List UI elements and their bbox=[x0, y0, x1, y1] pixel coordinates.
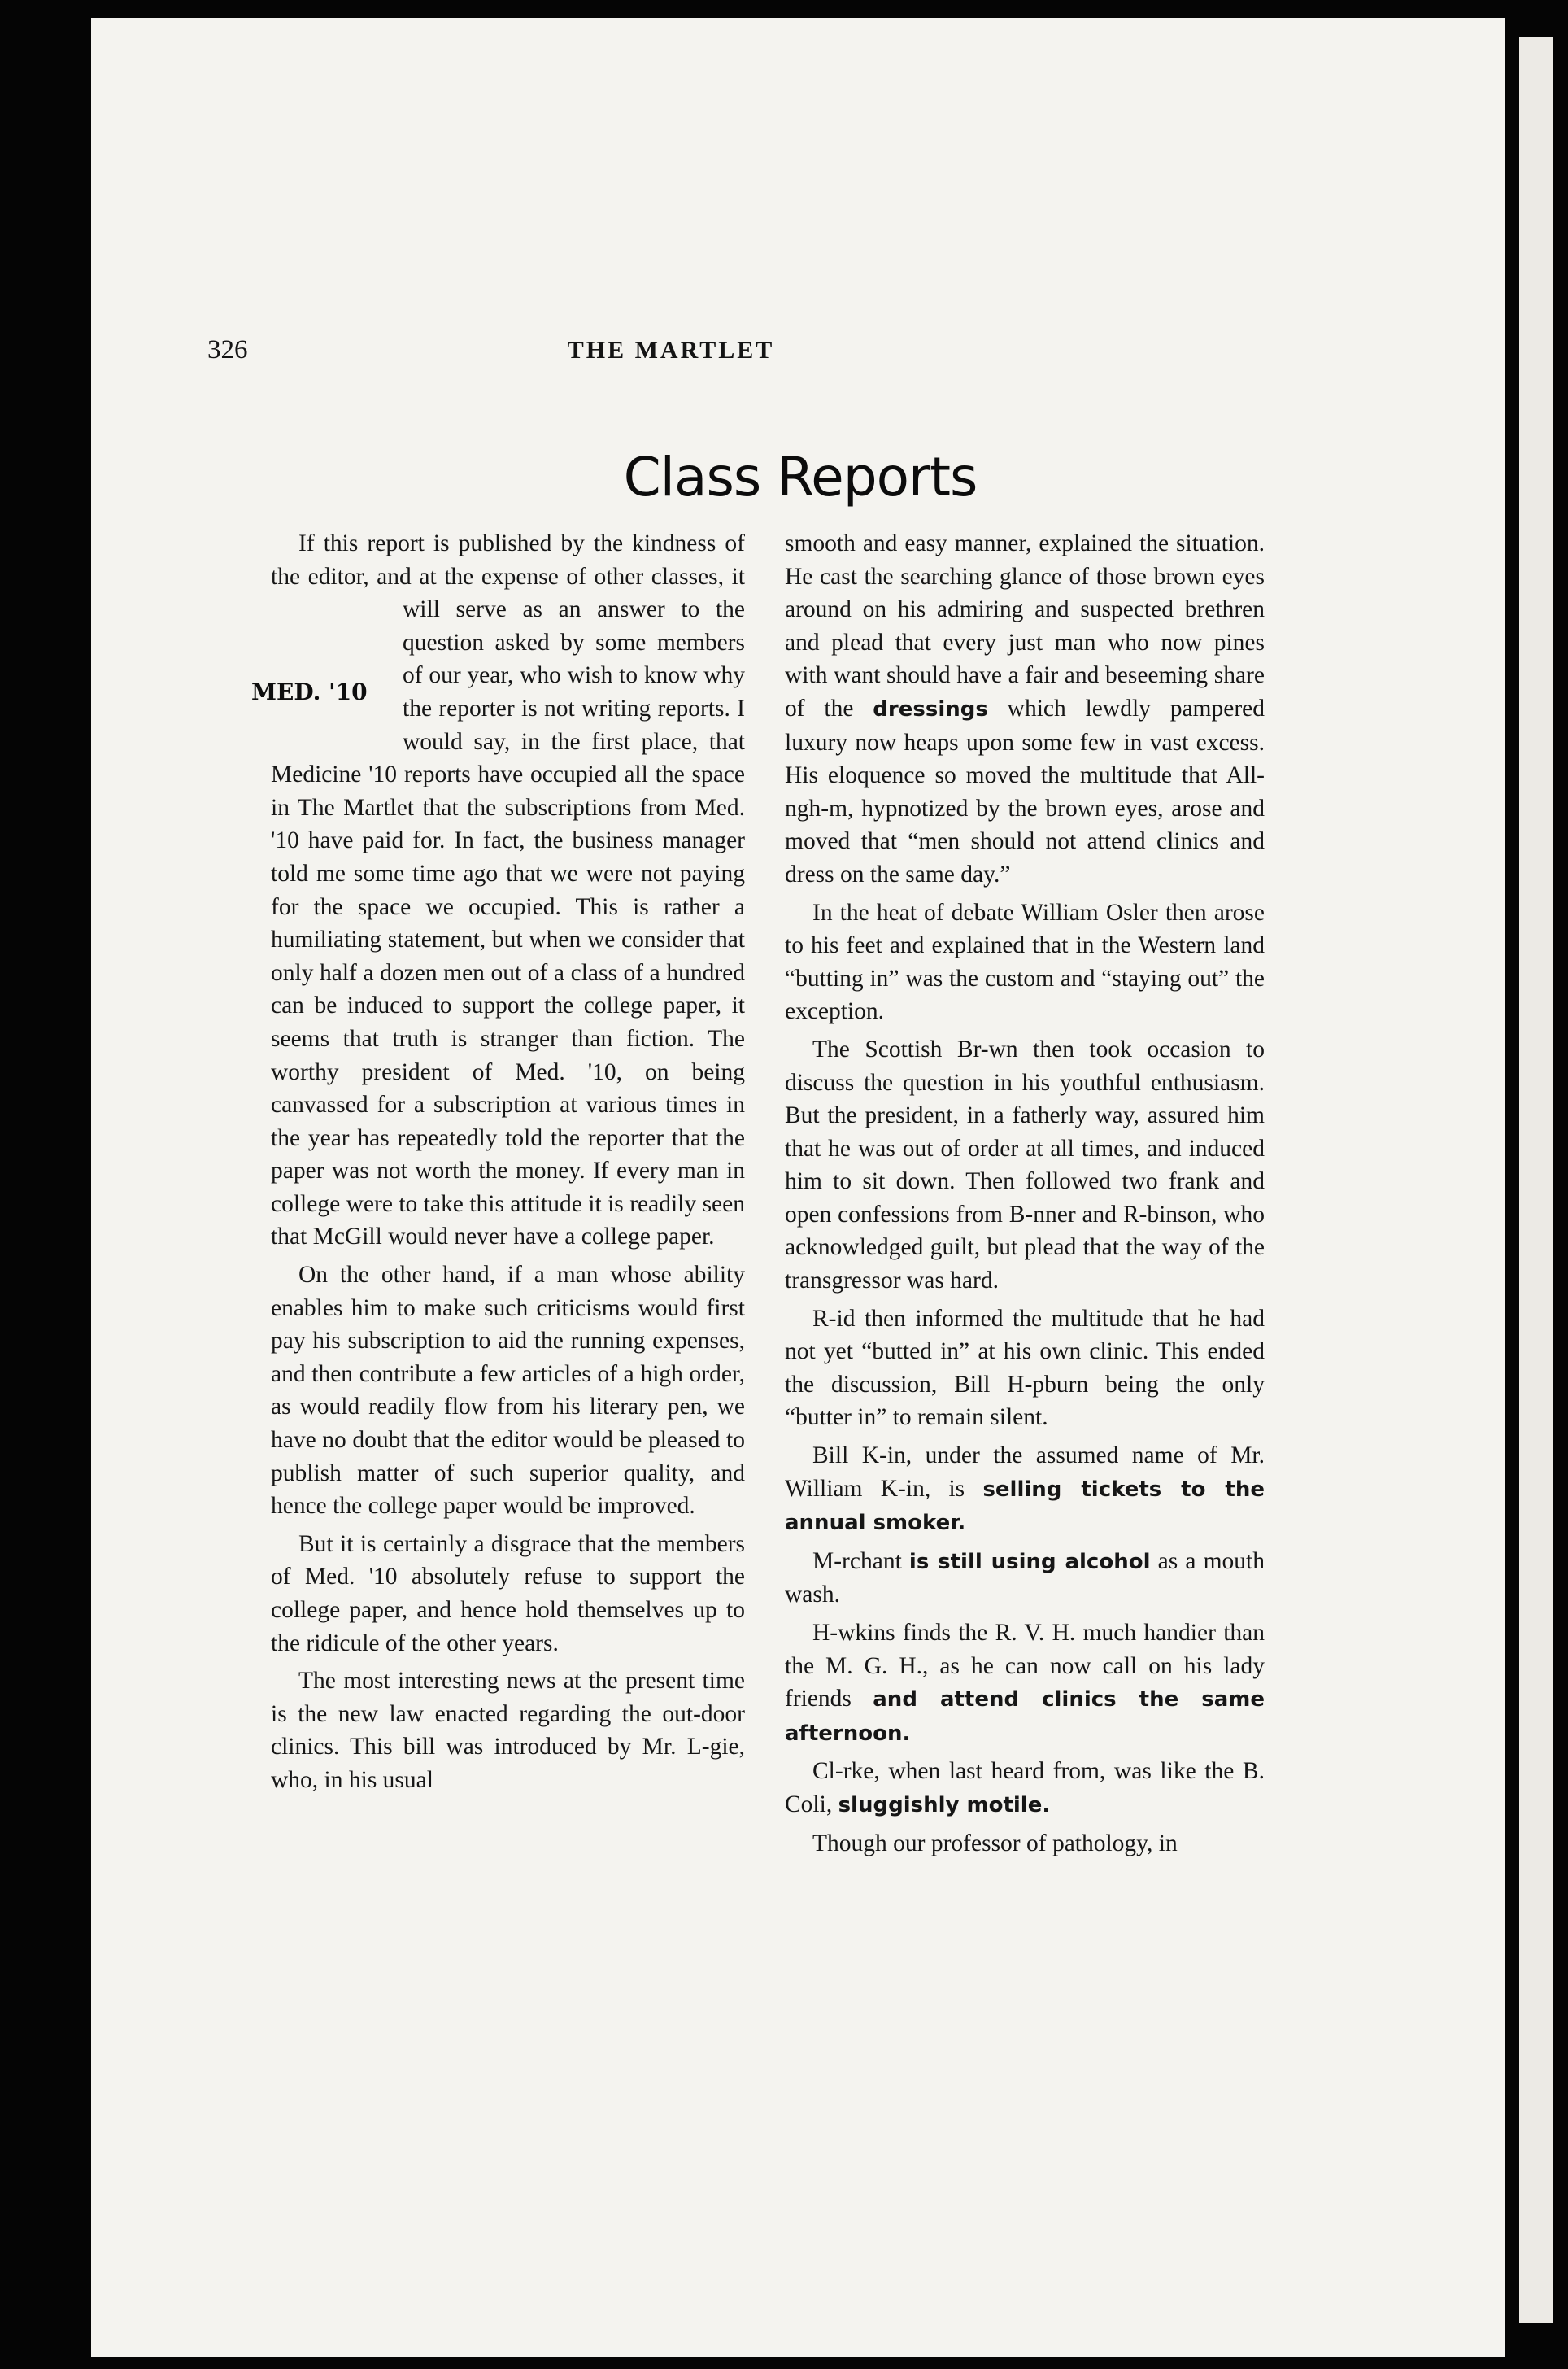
paragraph bbox=[785, 527, 1265, 892]
paragraph-text: H-wkins finds the R. V. H. much handier than the M. G. H., as he can now call on his lady friends bbox=[785, 1620, 1265, 1712]
paragraph-text: which lewdly pampered luxury now heaps upon some few in vast excess. His eloquence so moved the multitude that All-ngh-m, hypnotized by the brown eyes, arose and moved that “men should not attend clinics and dress on the same day.” bbox=[785, 695, 1265, 888]
page-number: 326 bbox=[207, 335, 248, 364]
bold-phrase: and attend clinics the same afternoon. bbox=[785, 1687, 1265, 1746]
paragraph bbox=[785, 1755, 1265, 1821]
paragraph: In the heat of debate William Osler then arose to his feet and explained that in the Western land “butting in” was the custom and “staying out” the exception. bbox=[785, 899, 1265, 1025]
bold-phrase: selling tickets to the annual smoker. bbox=[785, 1477, 1265, 1536]
paragraph-text: smooth and easy manner, explained the situation. He cast the searching glance of those brown eyes around on his admiring and suspected brethren and plead that every just man who now pines with want should have a fair and beseeming share of the bbox=[785, 530, 1265, 722]
paragraph: Though our professor of pathology, in bbox=[812, 1830, 1178, 1856]
running-title: THE MARTLET bbox=[567, 337, 775, 364]
paragraph: R-id then informed the multitude that he had not yet “butted in” at his own clinic. This ended the discussion, Bill H-pburn being the only “butter in” to remain silent. bbox=[785, 1305, 1265, 1431]
paragraph: But it is certainly a disgrace that the members of Med. '10 absolutely refuse to support the college paper, and hence hold themselves up to the ridicule of the other years. bbox=[271, 1530, 745, 1656]
bold-phrase: is still using alcohol bbox=[908, 1549, 1151, 1574]
class-label: MED. '10 bbox=[251, 678, 368, 706]
paragraph-text: as an answer to the question asked by some members of our year, who wish to know why the reporter is not writing reports. I would say, in the first place, that Medicine '10 reports have occupied all the space in The Martlet that the subscriptions from Med. '10 have paid for. In fact, the business manager told me some time ago that we were not paying for the space we occupied. This is rather a humiliating statement, but when we consider that only half a dozen men out of a class of a hundred can be induced to support the college paper, it seems that truth is stranger than fiction. The worthy president of Med. '10, on being canvassed for a subscription at various times in the year has repeatedly told the reporter that the paper was not worth the money. If every man in college were to take this attitude it is readily seen that McGill would never have a college paper. bbox=[271, 596, 746, 1250]
paragraph bbox=[251, 527, 746, 1254]
paragraph-text: Bill K-in, under the assumed name of Mr. William K-in, is bbox=[785, 1442, 1265, 1502]
left-column bbox=[251, 527, 746, 1802]
paragraph-text: as a mouth wash. bbox=[785, 1547, 1265, 1608]
bold-phrase: dressings bbox=[873, 696, 988, 722]
paragraph-text: If this report is published by the kindness of the editor, and at the expense of other classes, it will serve bbox=[271, 530, 745, 623]
facing-page-edge bbox=[1519, 37, 1553, 2323]
paragraph: On the other hand, if a man whose ability enables him to make such criticisms would first pay his subscription to aid the running expenses, and then contribute a few articles of a high order, as would readily flow from his literary pen, we have no doubt that the editor would be pleased to publish matter of such superior quality, and hence the college paper would be improved. bbox=[271, 1262, 745, 1520]
paragraph bbox=[785, 1616, 1265, 1750]
paragraph-text: M-rchant bbox=[812, 1547, 902, 1574]
section-title: Class Reports bbox=[623, 446, 978, 508]
paragraph bbox=[785, 1545, 1265, 1612]
paragraph: The most interesting news at the present time is the new law enacted regarding the out-door clinics. This bill was introduced by Mr. L-gie, who, in his usual bbox=[271, 1668, 745, 1793]
paragraph bbox=[785, 1439, 1265, 1540]
right-column bbox=[785, 527, 1265, 1865]
page-header bbox=[207, 332, 1135, 381]
paragraph-text: Cl-rke, when last heard from, was like the B. Coli, bbox=[785, 1758, 1265, 1817]
bold-phrase: sluggishly motile. bbox=[838, 1792, 1051, 1817]
paragraph: The Scottish Br-wn then took occasion to discuss the question in his youthful enthusiasm. But the president, in a fatherly way, assured him that he was out of order at all times, and induced him to sit down. Then followed two frank and open confessions from B-nner and R-binson, who acknowledged guilt, but plead that the way of the transgressor was hard. bbox=[785, 1036, 1265, 1294]
